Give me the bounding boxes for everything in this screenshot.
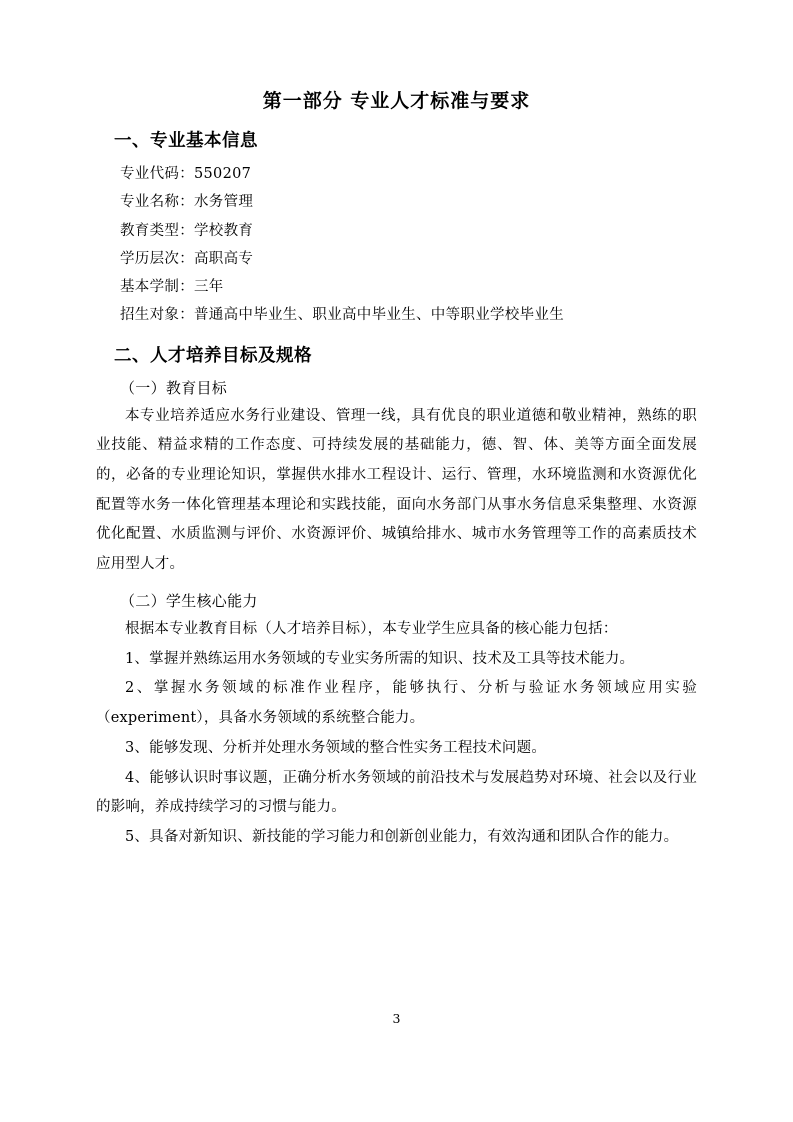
section-heading-basic-info: 一、专业基本信息 bbox=[114, 131, 258, 151]
paragraph-education-goal: 本专业培养适应水务行业建设、管理一线，具有优良的职业道德和敬业精神，熟练的职业技能、精益求精的工作态度、可持续发展的基础能力，德、智、体、美等方面全面发展的，必备的专业理论知识，掌握供水排水工程设计、运行、管理，水环境监测和水资源优化配置等水务一体化管理基本理论和实践技能，面向水务部门从事水务信息采集整理、水资源优化配置、水质监测与评价、水资源评价、城镇给排水、城市水务管理等工作的高素质技术应用型人才。 bbox=[96, 407, 697, 573]
info-line-major-name: 专业名称：水务管理 bbox=[120, 194, 254, 211]
page-number: 3 bbox=[392, 1011, 401, 1026]
paragraph-core-ability-5: 5、具备对新知识、新技能的学习能力和创新创业能力，有效沟通和团队合作的能力。 bbox=[125, 828, 679, 845]
paragraph-core-ability-2: 2、掌握水务领域的标准作业程序，能够执行、分析与验证水务领域应用实验（experiment），具备水务领域的系统整合能力。 bbox=[96, 680, 697, 727]
paragraph-core-ability-4: 4、能够认识时事议题，正确分析水务领域的前沿技术与发展趋势对环境、社会以及行业的影响，养成持续学习的习惯与能力。 bbox=[96, 769, 697, 816]
info-line-duration: 基本学制：三年 bbox=[120, 279, 224, 296]
info-line-education-type: 教育类型：学校教育 bbox=[120, 222, 254, 239]
info-line-admission-target: 招生对象：普通高中毕业生、职业高中毕业生、中等职业学校毕业生 bbox=[120, 307, 564, 324]
info-line-major-code: 专业代码：550207 bbox=[120, 166, 252, 182]
basic-info-list bbox=[96, 160, 697, 330]
page-title: 第一部分 专业人才标准与要求 bbox=[262, 90, 531, 112]
info-line-education-level: 学历层次：高职高专 bbox=[120, 250, 254, 267]
subsection-heading-core-ability: （二）学生核心能力 bbox=[120, 591, 258, 610]
paragraph-core-ability-1: 1、掌握并熟练运用水务领域的专业实务所需的知识、技术及工具等技术能力。 bbox=[125, 650, 635, 667]
paragraph-core-ability-intro: 根据本专业教育目标（人才培养目标），本专业学生应具备的核心能力包括： bbox=[125, 620, 618, 637]
paragraph-core-ability-3: 3、能够发现、分析并处理水务领域的整合性实务工程技术问题。 bbox=[125, 739, 547, 756]
section-heading-training-goals: 二、人才培养目标及规格 bbox=[114, 345, 312, 366]
subsection-heading-education-goal: （一）教育目标 bbox=[120, 378, 228, 397]
